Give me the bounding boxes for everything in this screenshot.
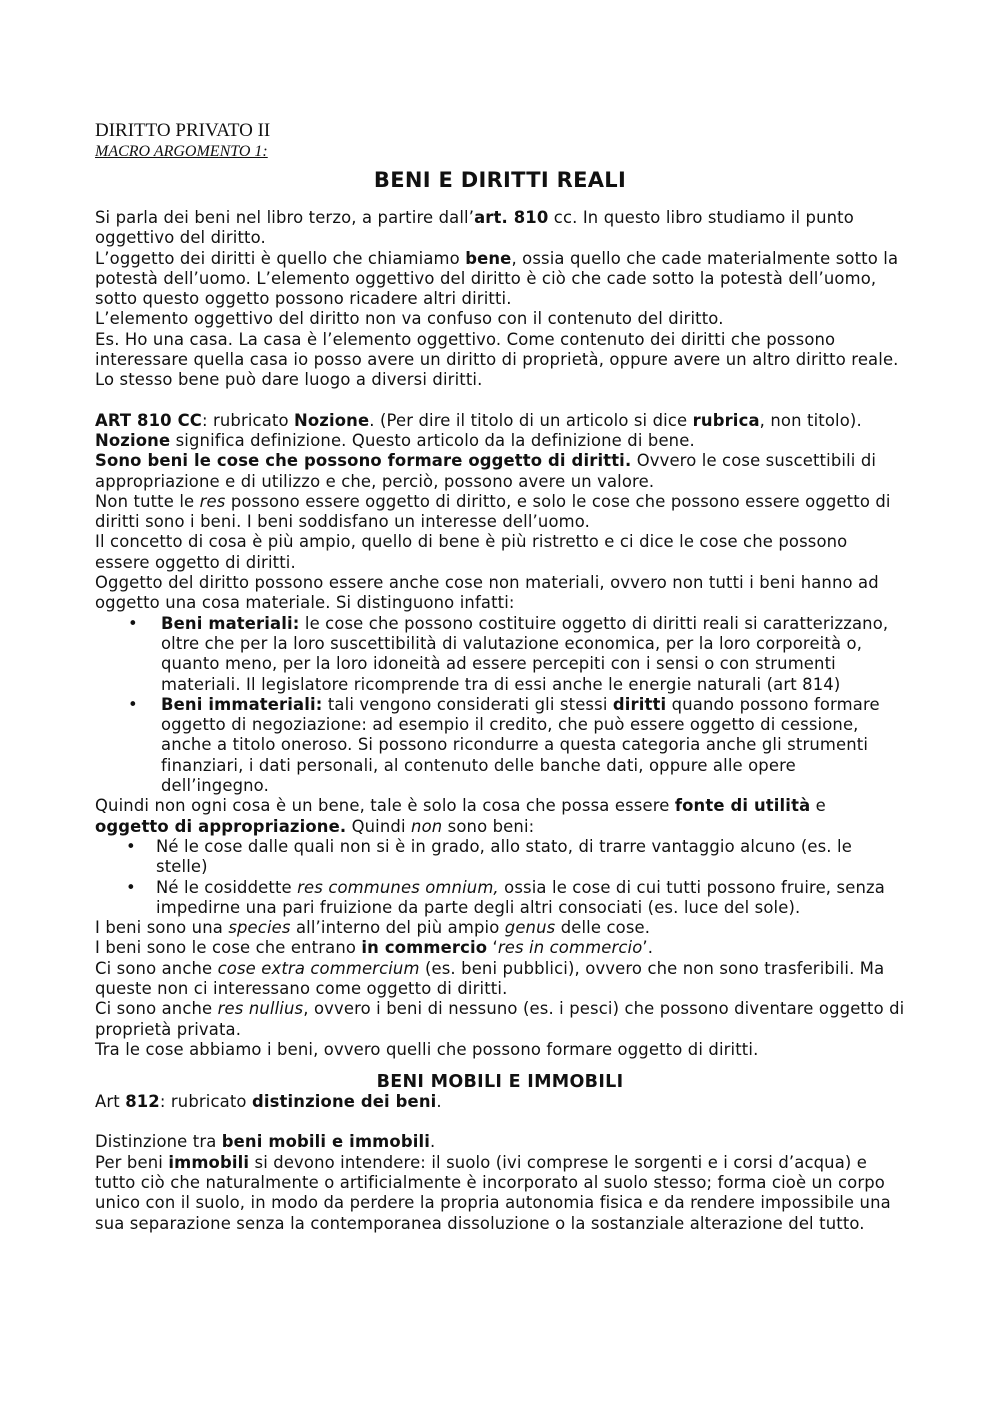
list-item: • Né le cose dalle quali non si è in grado, allo stato, di trarre vantaggio alcuno (es. le stelle): [95, 837, 905, 878]
art-812-section: [95, 1092, 905, 1234]
paragraph: Il concetto di cosa è più ampio, quello di bene è più ristretto e ci dice le cose che possono essere oggetto di diritti.: [95, 532, 848, 572]
paragraph: Non tutte le res possono essere oggetto di diritto, e solo le cose che possono essere oggetto di diritti sono i beni. I beni soddisfano un interesse dell’uomo.: [95, 491, 891, 532]
macro-topic: MACRO ARGOMENTO 1:: [95, 143, 268, 160]
art-810-section: [95, 411, 905, 1061]
list-item: • Né le cosiddette res communes omnium, ossia le cose di cui tutti possono fruire, senza impedirne una pari fruizione da parte degli altri consociati (es. luce del sole).: [95, 878, 905, 919]
paragraph: Ci sono anche cose extra commercium (es. beni pubblici), ovvero che non sono trasferibili. Ma queste non ci interessano come oggetto di diritti.: [95, 958, 885, 998]
intro-paragraph: Si parla dei beni nel libro terzo, a partire dall’art. 810 cc. In questo libro studiamo il punto oggettivo del diritto.: [95, 208, 854, 248]
list-item: • Beni materiali: le cose che possono costituire oggetto di diritti reali si caratterizzano, oltre che per la loro suscettibilità di valutazione economica, per la loro corporeità o, quanto meno, per la loro idoneità ad essere percepiti con i sensi o con strumenti materiali. Il legislatore ricomprende tra di essi anche le energie naturali (art 814): [95, 614, 905, 695]
list-item: • Beni immateriali: tali vengono considerati gli stessi diritti quando possono formare oggetto di negoziazione: ad esempio il credito, che può essere oggetto di cessione, anche a titolo oneroso. Si possono ricondurre a questa categoria anche gli strumenti finanziari, i dati personali, al contenuto delle banche dati, oppure alle opere dell’ingegno.: [95, 695, 905, 796]
section-title: BENI MOBILI E IMMOBILI: [376, 1072, 624, 1093]
paragraph: Ci sono anche res nullius, ovvero i beni di nessuno (es. i pesci) che possono diventare oggetto di proprietà privata.: [95, 999, 905, 1039]
paragraph: Tra le cose abbiamo i beni, ovvero quelli che possono formare oggetto di diritti.: [95, 1039, 759, 1059]
beni-types-list: [95, 614, 905, 797]
intro-paragraph: Es. Ho una casa. La casa è l’elemento oggettivo. Come contenuto dei diritti che possono interessare quella casa io posso avere un diritto di proprietà, oppure avere un altro diritto reale. Lo stesso bene può dare luogo a diversi diritti.: [95, 329, 899, 390]
intro-section: [95, 208, 905, 391]
paragraph: Per beni immobili si devono intendere: il suolo (ivi comprese le sorgenti e i corsi d’acqua) e tutto ciò che naturalmente o artificialmente è incorporato al suolo stesso; forma cioè un corpo unico con il suolo, in modo da perdere la propria autonomia fisica e da rendere impossibile una sua separazione senza la contemporanea dissoluzione o la sostanziale alterazione del tutto.: [95, 1152, 891, 1233]
paragraph: Quindi non ogni cosa è un bene, tale è solo la cosa che possa essere fonte di utilità e oggetto di appropriazione. Quindi non sono beni:: [95, 796, 826, 836]
document-title: BENI E DIRITTI REALI: [373, 168, 627, 192]
paragraph: I beni sono le cose che entrano in commercio ‘res in commercio’.: [95, 938, 654, 958]
course-title: DIRITTO PRIVATO II: [95, 120, 271, 141]
paragraph: Nozione significa definizione. Questo articolo da la definizione di bene.: [95, 430, 695, 450]
paragraph: Oggetto del diritto possono essere anche cose non materiali, ovvero non tutti i beni hanno ad oggetto una cosa materiale. Si distinguono infatti:: [95, 573, 879, 613]
intro-paragraph: L’oggetto dei diritti è quello che chiamiamo bene, ossia quello che cade materialmente sotto la potestà dell’uomo. L’elemento oggettivo del diritto è ciò che cade sotto la potestà dell’uomo, sotto questo oggetto possono ricadere altri diritti.: [95, 248, 899, 309]
non-beni-list: [95, 837, 905, 918]
paragraph: Sono beni le cose che possono formare oggetto di diritti. Ovvero le cose suscettibili di appropriazione e di utilizzo e che, perciò, possono avere un valore.: [95, 451, 877, 491]
art-812-heading: Art 812: rubricato distinzione dei beni.: [95, 1092, 442, 1112]
intro-paragraph: L’elemento oggettivo del diritto non va confuso con il contenuto del diritto.: [95, 309, 724, 329]
paragraph: I beni sono una species all’interno del più ampio genus delle cose.: [95, 918, 651, 938]
art-810-heading: ART 810 CC: rubricato Nozione. (Per dire il titolo di un articolo si dice rubrica, non titolo).: [95, 410, 862, 430]
paragraph: Distinzione tra beni mobili e immobili.: [95, 1132, 436, 1152]
